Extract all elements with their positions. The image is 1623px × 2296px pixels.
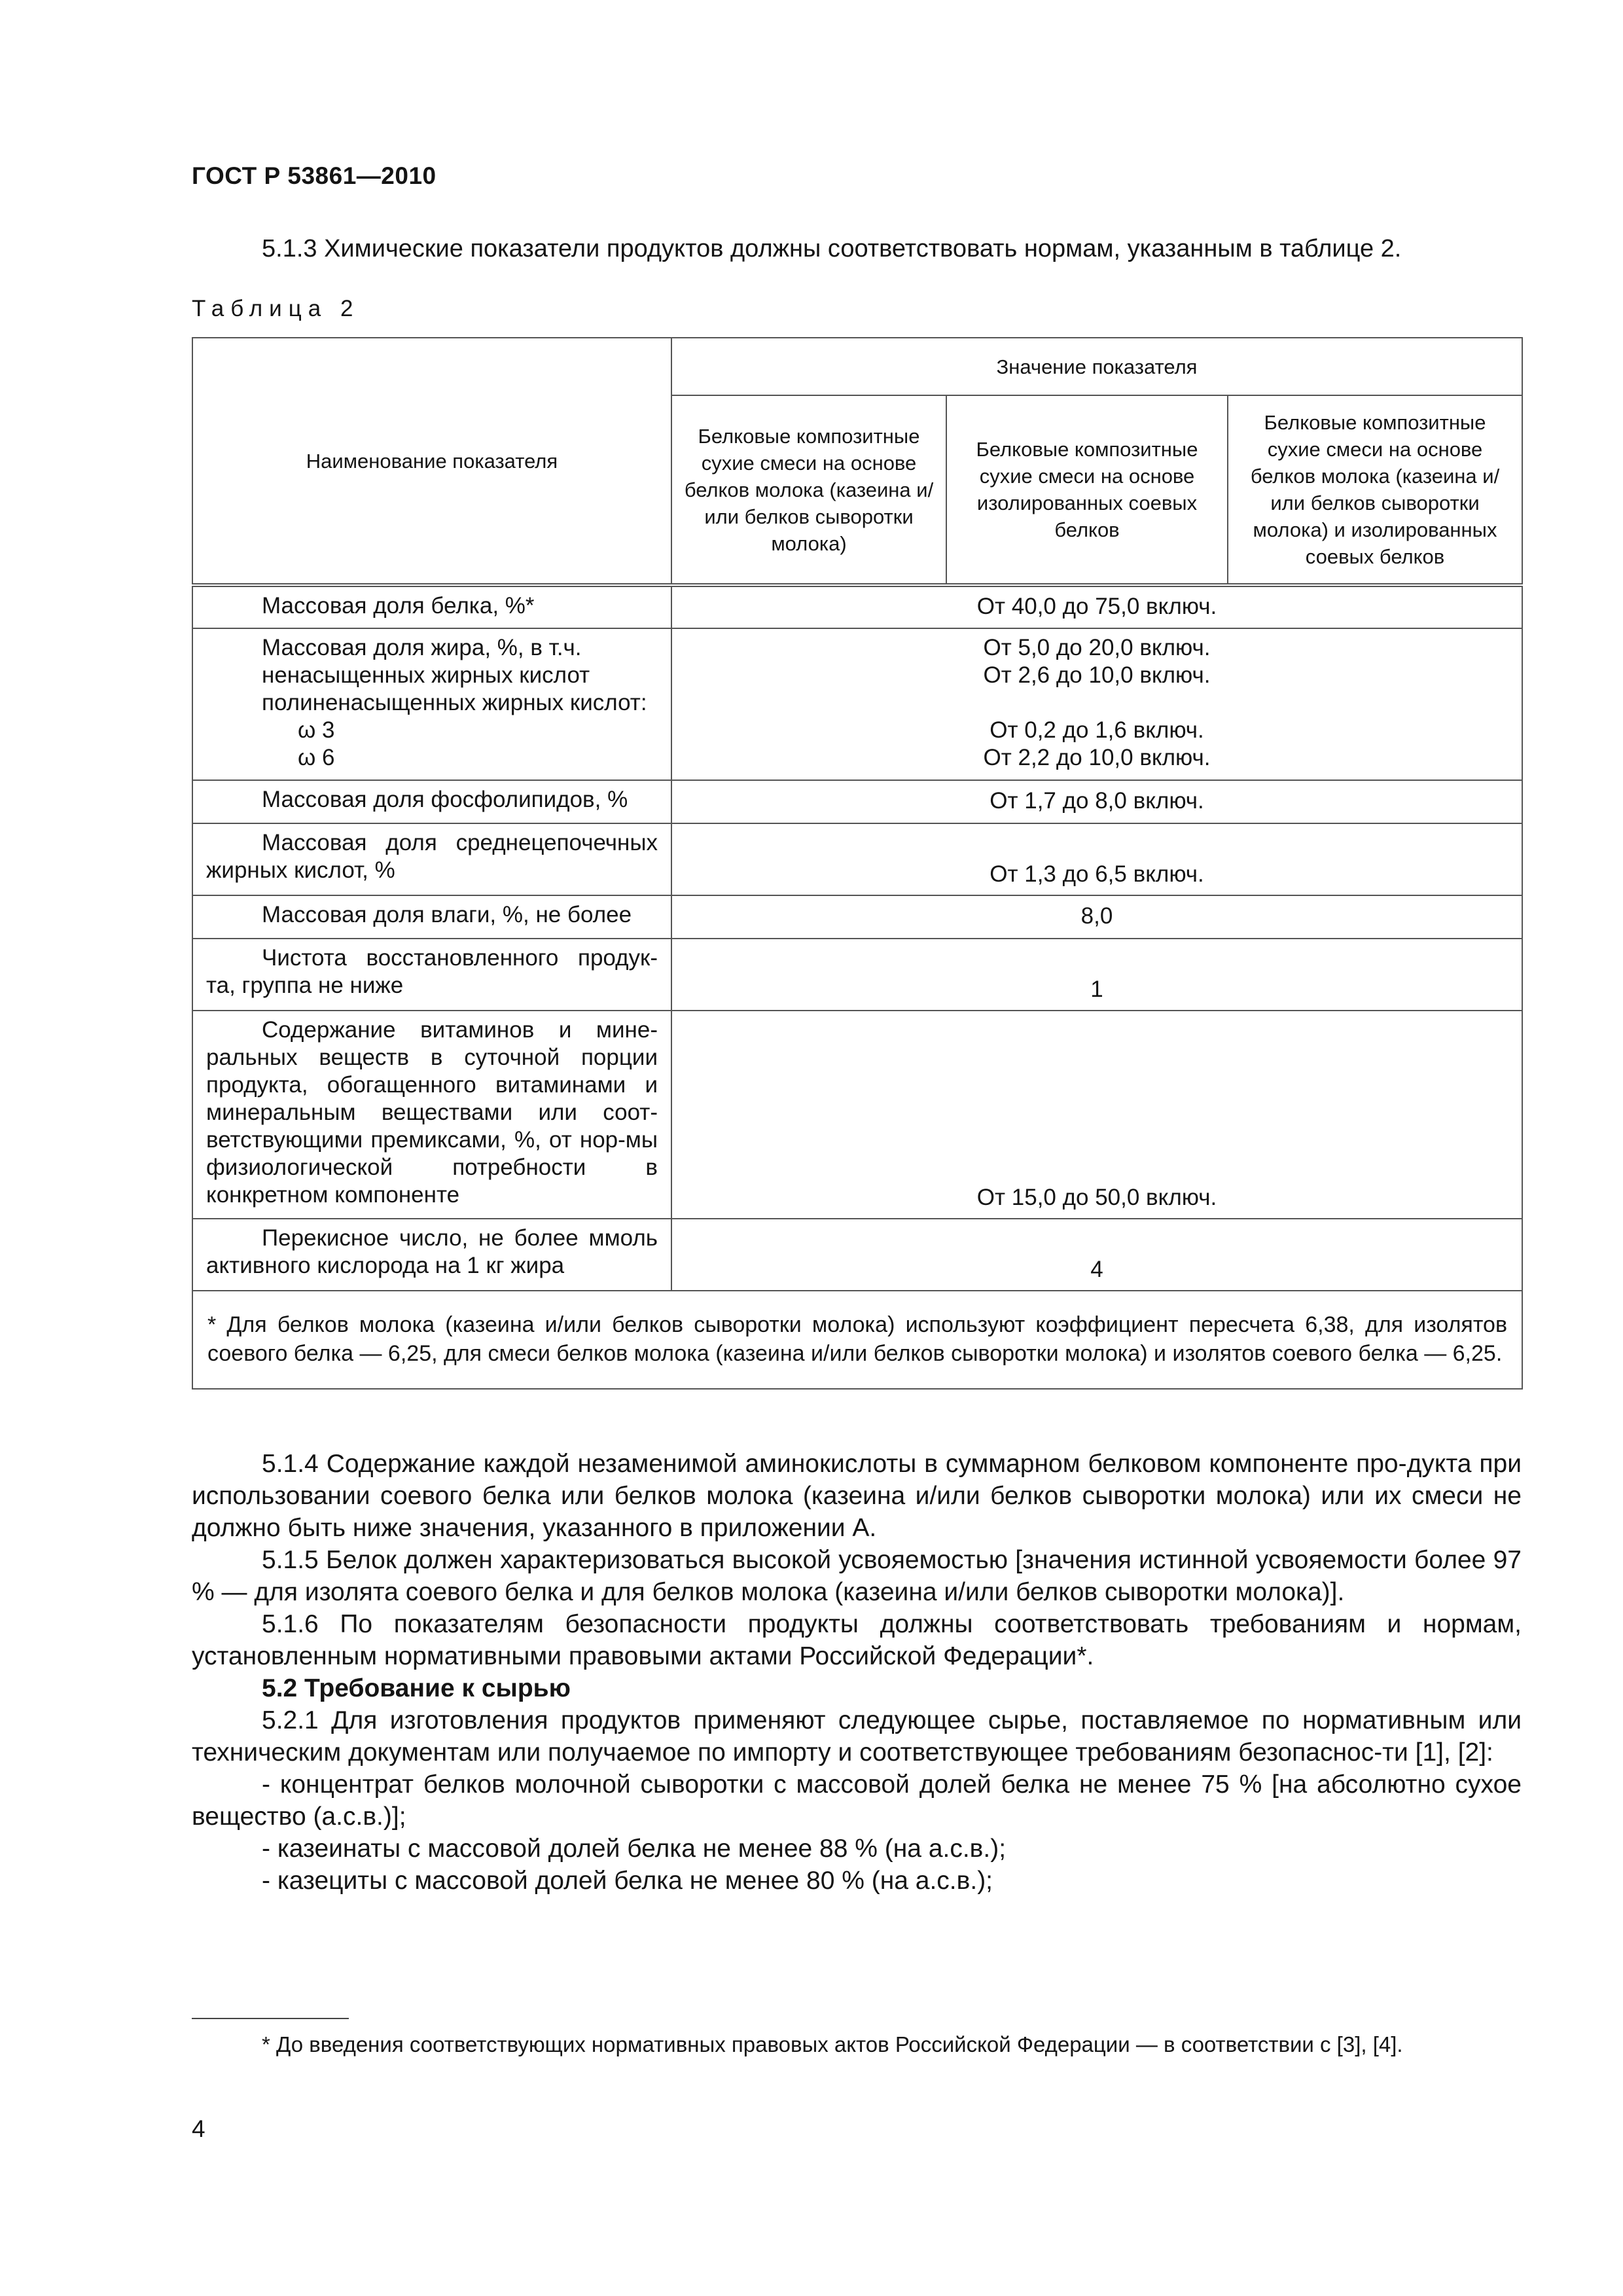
table-row bbox=[192, 939, 1522, 1011]
row-value-mct: От 1,3 до 6,5 включ. bbox=[671, 823, 1522, 895]
page-number: 4 bbox=[192, 2115, 205, 2142]
row-value-peroxide: 4 bbox=[671, 1219, 1522, 1291]
row-name-moisture: Массовая доля влаги, %, не более bbox=[192, 895, 671, 939]
table-header-row bbox=[192, 338, 1522, 395]
footnote-divider bbox=[192, 2018, 349, 2019]
row-name-mct: Массовая доля среднецепочечных жирных кислот, % bbox=[192, 823, 671, 895]
table-row bbox=[192, 895, 1522, 939]
row-value-phospholipids: От 1,7 до 8,0 включ. bbox=[671, 780, 1522, 823]
page-footnote: * До введения соответствующих нормативных правовых актов Российской Федерации — в соответствии с [3], [4]. bbox=[262, 2032, 1403, 2056]
row-name-phospholipids: Массовая доля фосфолипидов, % bbox=[192, 780, 671, 823]
row-value-protein: От 40,0 до 75,0 включ. bbox=[671, 585, 1522, 628]
table-row bbox=[192, 628, 1522, 780]
header-milk-protein-mixes: Белковые композитные сухие смеси на основе белков молока (казеина и/или белков сыворотки молока) bbox=[671, 395, 946, 585]
document-header: ГОСТ Р 53861—2010 bbox=[192, 162, 437, 189]
list-item: - концентрат белков молочной сыворотки с массовой долей белка не менее 75 % [на абсолютно сухое вещество (а.с.в.)]; bbox=[192, 1770, 1522, 1831]
omega-3-label: ω 3 bbox=[298, 717, 335, 743]
row-value-moisture: 8,0 bbox=[671, 895, 1522, 939]
table-caption: Таблица 2 bbox=[192, 296, 360, 321]
omega-6-label: ω 6 bbox=[298, 745, 335, 770]
chemical-indicators-table bbox=[192, 337, 1523, 1390]
clause-5-1-5: 5.1.5 Белок должен характеризоваться высокой усвояемостью [значения истинной усвояемости более 97 % — для изолята соевого белка и для белков молока (казеина и/или белков сыворотки молока)]. bbox=[192, 1546, 1522, 1606]
header-milk-soy-protein-mixes: Белковые композитные сухие смеси на основе белков молока (казеина и/или белков сыворотки молока) и изолированных соевых белков bbox=[1228, 395, 1522, 585]
header-soy-protein-mixes: Белковые композитные сухие смеси на основе изолированных соевых белков bbox=[946, 395, 1228, 585]
row-name-purity: Чистота восстановленного продук-та, группа не ниже bbox=[192, 939, 671, 1011]
row-name-fat: Массовая доля жира, %, в т.ч. ненасыщенных жирных кислот полиненасыщенных жирных кислот: ω 3 ω 6 bbox=[192, 628, 671, 780]
table-footnote: * Для белков молока (казеина и/или белков сыворотки молока) используют коэффициент пересчета 6,38, для изолятов соевого белка — 6,25, для смеси белков молока (казеина и/или белков сыворотки молока) и изолятов соевого белка — 6,25. bbox=[192, 1291, 1522, 1389]
row-value-fat: От 5,0 до 20,0 включ. От 2,6 до 10,0 включ. От 0,2 до 1,6 включ. От 2,2 до 10,0 включ. bbox=[671, 628, 1522, 780]
row-name-peroxide: Перекисное число, не более ммоль активного кислорода на 1 кг жира bbox=[192, 1219, 671, 1291]
clause-5-1-3: 5.1.3 Химические показатели продуктов должны соответствовать нормам, указанным в таблице 2. bbox=[262, 235, 1402, 262]
clause-5-1-6: 5.1.6 По показателям безопасности продукты должны соответствовать требованиям и нормам, установленным нормативными правовыми актами Российской Федерации*. bbox=[192, 1610, 1522, 1670]
table-row bbox=[192, 1011, 1522, 1219]
table-row bbox=[192, 585, 1522, 628]
table-note-row bbox=[192, 1291, 1522, 1389]
clause-5-2-1: 5.2.1 Для изготовления продуктов применяют следующее сырье, поставляемое по нормативным или техническим документам или получаемое по импорту и соответствующее требованиям безопаснос-ти [1], [2]: bbox=[192, 1706, 1522, 1767]
section-heading-5-2: 5.2 Требование к сырью bbox=[262, 1674, 571, 1702]
row-name-protein: Массовая доля белка, %* bbox=[192, 585, 671, 628]
table-row bbox=[192, 1219, 1522, 1291]
row-value-vitamins: От 15,0 до 50,0 включ. bbox=[671, 1011, 1522, 1219]
header-indicator-value: Значение показателя bbox=[671, 338, 1522, 395]
list-item: - казеинаты с массовой долей белка не менее 88 % (на а.с.в.); bbox=[262, 1835, 1007, 1863]
table-row bbox=[192, 780, 1522, 823]
clause-5-1-4: 5.1.4 Содержание каждой незаменимой аминокислоты в суммарном белковом компоненте про-дукта при использовании соевого белка или белков молока (казеина и/или белков сыворотки молока) или их смеси не должно быть ниже значения, указанного в приложении А. bbox=[192, 1450, 1522, 1542]
header-indicator-name: Наименование показателя bbox=[192, 338, 671, 585]
table-row bbox=[192, 823, 1522, 895]
list-item: - казециты с массовой долей белка не менее 80 % (на а.с.в.); bbox=[262, 1867, 993, 1895]
row-value-purity: 1 bbox=[671, 939, 1522, 1011]
row-name-vitamins: Содержание витаминов и мине-ральных веществ в суточной порции продукта, обогащенного витаминами и минеральным веществами или соот-ветствующими премиксами, %, от нор-мы физиологической потребности в конкретном компоненте bbox=[192, 1011, 671, 1219]
body-text bbox=[192, 1448, 1522, 1897]
